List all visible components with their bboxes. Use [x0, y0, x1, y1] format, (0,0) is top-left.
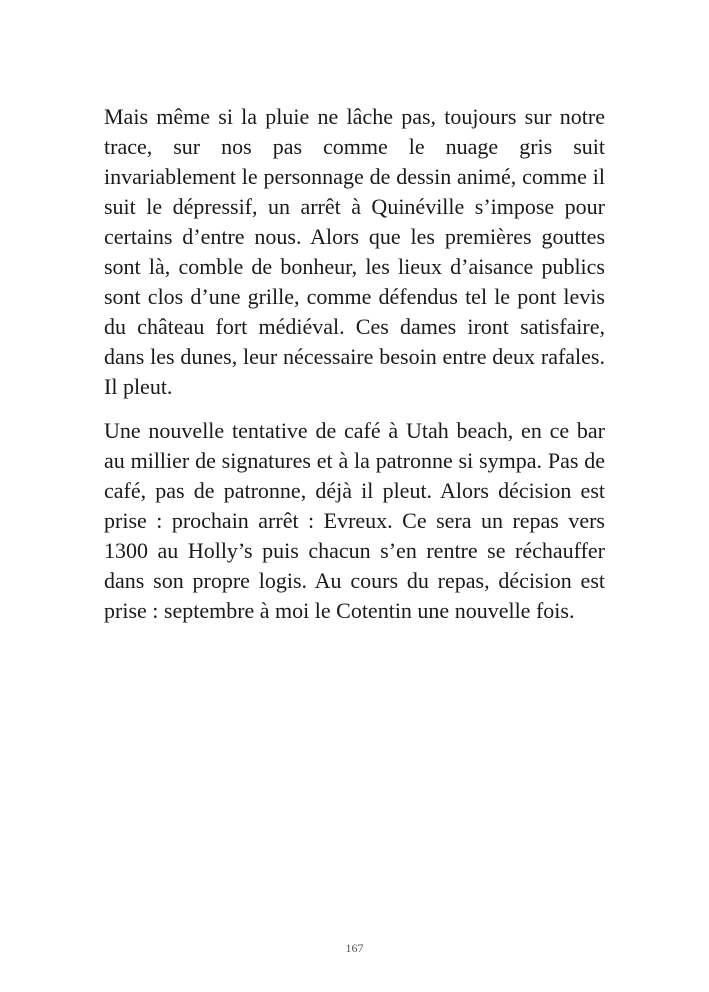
- page-number: 167: [345, 941, 364, 955]
- body-text: [104, 102, 605, 640]
- paragraph-1: Mais même si la pluie ne lâche pas, toujours sur notre trace, sur nos pas comme le nuage gris suit invariablement le personnage de dessin animé, comme il suit le dépressif, un arrêt à Quinéville s’impose pour certains d’entre nous. Alors que les premières gouttes sont là, comble de bonheur, les lieux d’aisance publics sont clos d’une grille, comme défendus tel le pont levis du château fort médiéval. Ces dames iront satisfaire, dans les dunes, leur nécessaire besoin entre deux rafales. Il pleut.: [104, 104, 605, 399]
- paragraph-2: Une nouvelle tentative de café à Utah beach, en ce bar au millier de signatures et à la patronne si sympa. Pas de café, pas de patronne, déjà il pleut. Alors décision est prise : prochain arrêt : Evreux. Ce sera un repas vers 1300 au Holly’s puis chacun s’en rentre se réchauffer dans son propre logis. Au cours du repas, décision est prise : septembre à moi le Cotentin une nouvelle fois.: [104, 418, 605, 623]
